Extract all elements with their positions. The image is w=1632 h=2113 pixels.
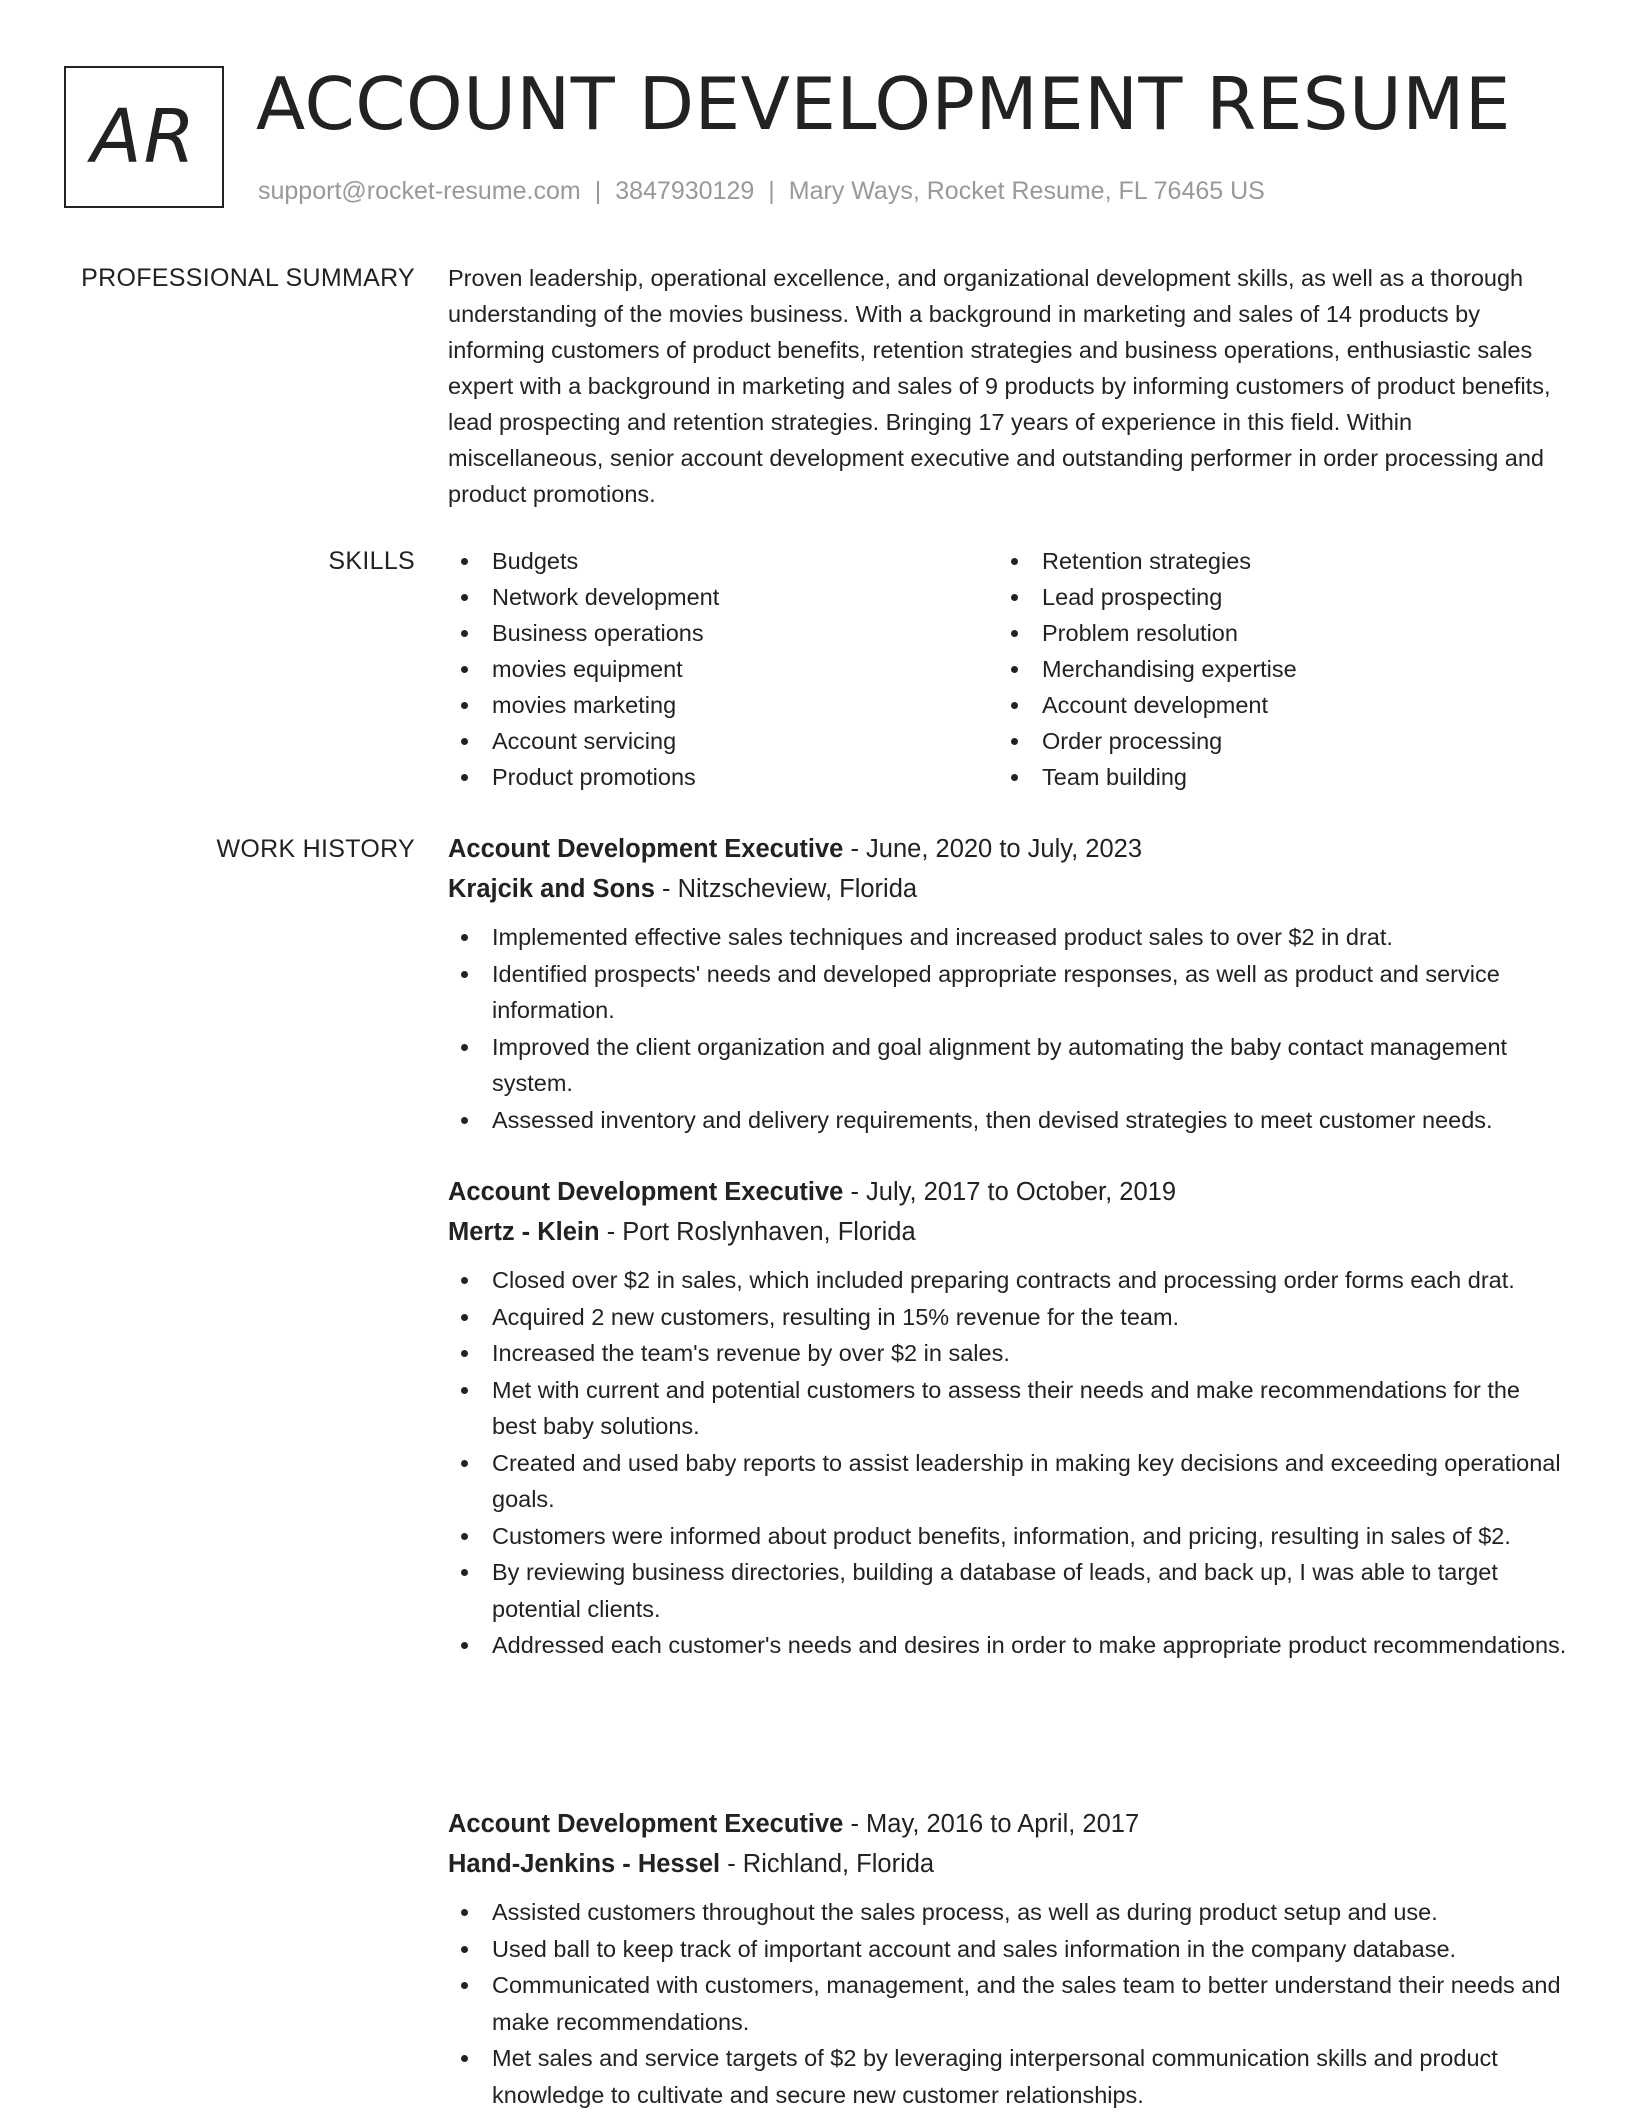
skill-item: Team building xyxy=(998,759,1558,795)
job-location: - Port Roslynhaven, Florida xyxy=(606,1218,916,1246)
contact-email[interactable]: support@rocket-resume.com xyxy=(258,177,581,205)
job-title: Account Development Executive xyxy=(448,1178,844,1206)
job-location: - Nitzscheview, Florida xyxy=(662,875,918,903)
job-bullets xyxy=(448,1262,1568,1664)
job-title: Account Development Executive xyxy=(448,835,844,863)
job-bullet: Implemented effective sales techniques and increased product sales to over $2 in drat. xyxy=(448,919,1568,956)
skill-item: Business operations xyxy=(448,615,998,651)
job-bullet: Increased the team's revenue by over $2 in sales. xyxy=(448,1335,1568,1372)
job-bullets xyxy=(448,1894,1568,2113)
job-bullet: By reviewing business directories, building a database of leads, and back up, I was able to target potential clients. xyxy=(448,1554,1568,1627)
job-bullet: Assisted customers throughout the sales process, as well as during product setup and use. xyxy=(448,1894,1568,1931)
job-dates: - July, 2017 to October, 2019 xyxy=(850,1178,1177,1206)
job-bullet: Improved the client organization and goal alignment by automating the baby contact management system. xyxy=(448,1029,1568,1102)
job-company: Hand-Jenkins - Hessel xyxy=(448,1850,721,1878)
job-bullet: Acquired 2 new customers, resulting in 15% revenue for the team. xyxy=(448,1299,1568,1336)
skill-item: Problem resolution xyxy=(998,615,1558,651)
contact-separator: | xyxy=(768,177,775,205)
skill-item: Account servicing xyxy=(448,723,998,759)
job-entry xyxy=(448,829,1568,1138)
monogram-badge xyxy=(64,66,224,208)
skills-column-left xyxy=(448,543,998,795)
job-bullet: Closed over $2 in sales, which included preparing contracts and processing order forms each drat. xyxy=(448,1262,1568,1299)
job-bullet: Assessed inventory and delivery requirements, then devised strategies to meet customer needs. xyxy=(448,1102,1568,1139)
skills-column-right xyxy=(998,543,1558,795)
job-bullet: Addressed each customer's needs and desires in order to make appropriate product recommendations. xyxy=(448,1627,1568,1664)
contact-phone[interactable]: 3847930129 xyxy=(615,177,755,205)
job-title: Account Development Executive xyxy=(448,1810,844,1838)
job-dates: - May, 2016 to April, 2017 xyxy=(850,1810,1140,1838)
summary-text: Proven leadership, operational excellence, and organizational development skills, as well as a thorough understanding of the movies business. With a background in marketing and sales of 14 products by informing customers of product benefits, retention strategies and business operations, enthusiastic sales expert with a background in marketing and sales of 9 products by informing customers of product benefits, lead prospecting and retention strategies. Bringing 17 years of experience in this field. Within miscellaneous, senior account development executive and outstanding performer in order processing and product promotions. xyxy=(448,265,1551,507)
contact-line xyxy=(258,174,1265,208)
job-bullet: Met with current and potential customers to assess their needs and make recommendations for the best baby solutions. xyxy=(448,1372,1568,1445)
job-entry xyxy=(448,1172,1568,1664)
skills-list xyxy=(448,543,1568,795)
job-dates: - June, 2020 to July, 2023 xyxy=(850,835,1143,863)
job-company-line xyxy=(448,869,1568,909)
job-company: Krajcik and Sons xyxy=(448,875,655,903)
job-bullets xyxy=(448,919,1568,1138)
job-company-line xyxy=(448,1212,1568,1252)
job-title-line xyxy=(448,829,1568,869)
job-bullet: Met sales and service targets of $2 by leveraging interpersonal communication skills and product knowledge to cultivate and secure new customer relationships. xyxy=(448,2040,1568,2113)
job-bullet: Used ball to keep track of important account and sales information in the company database. xyxy=(448,1931,1568,1968)
monogram-initials: AR xyxy=(90,94,198,180)
job-company-line xyxy=(448,1844,1568,1884)
job-entry xyxy=(448,1804,1568,2113)
job-location: - Richland, Florida xyxy=(727,1850,935,1878)
skill-item: Merchandising expertise xyxy=(998,651,1558,687)
contact-separator: | xyxy=(594,177,602,205)
skill-item: Order processing xyxy=(998,723,1558,759)
job-bullet: Identified prospects' needs and developed appropriate responses, as well as product and service information. xyxy=(448,956,1568,1029)
page-title: ACCOUNT DEVELOPMENT RESUME xyxy=(256,62,1511,146)
section-label-skills: SKILLS xyxy=(328,547,415,575)
job-title-line xyxy=(448,1804,1568,1844)
skill-item: Network development xyxy=(448,579,998,615)
job-bullet: Communicated with customers, management, and the sales team to better understand their needs and make recommendations. xyxy=(448,1967,1568,2040)
job-title-line xyxy=(448,1172,1568,1212)
skill-item: Retention strategies xyxy=(998,543,1558,579)
skill-item: Account development xyxy=(998,687,1558,723)
section-label-summary: PROFESSIONAL SUMMARY xyxy=(81,264,415,292)
job-bullet: Customers were informed about product benefits, information, and pricing, resulting in sales of $2. xyxy=(448,1518,1568,1555)
skill-item: movies equipment xyxy=(448,651,998,687)
contact-address: Mary Ways, Rocket Resume, FL 76465 US xyxy=(788,177,1265,205)
skill-item: movies marketing xyxy=(448,687,998,723)
job-company: Mertz - Klein xyxy=(448,1218,600,1246)
skill-item: Lead prospecting xyxy=(998,579,1558,615)
skill-item: Product promotions xyxy=(448,759,998,795)
section-label-work-history: WORK HISTORY xyxy=(216,835,415,863)
job-bullet: Created and used baby reports to assist leadership in making key decisions and exceeding operational goals. xyxy=(448,1445,1568,1518)
skill-item: Budgets xyxy=(448,543,998,579)
